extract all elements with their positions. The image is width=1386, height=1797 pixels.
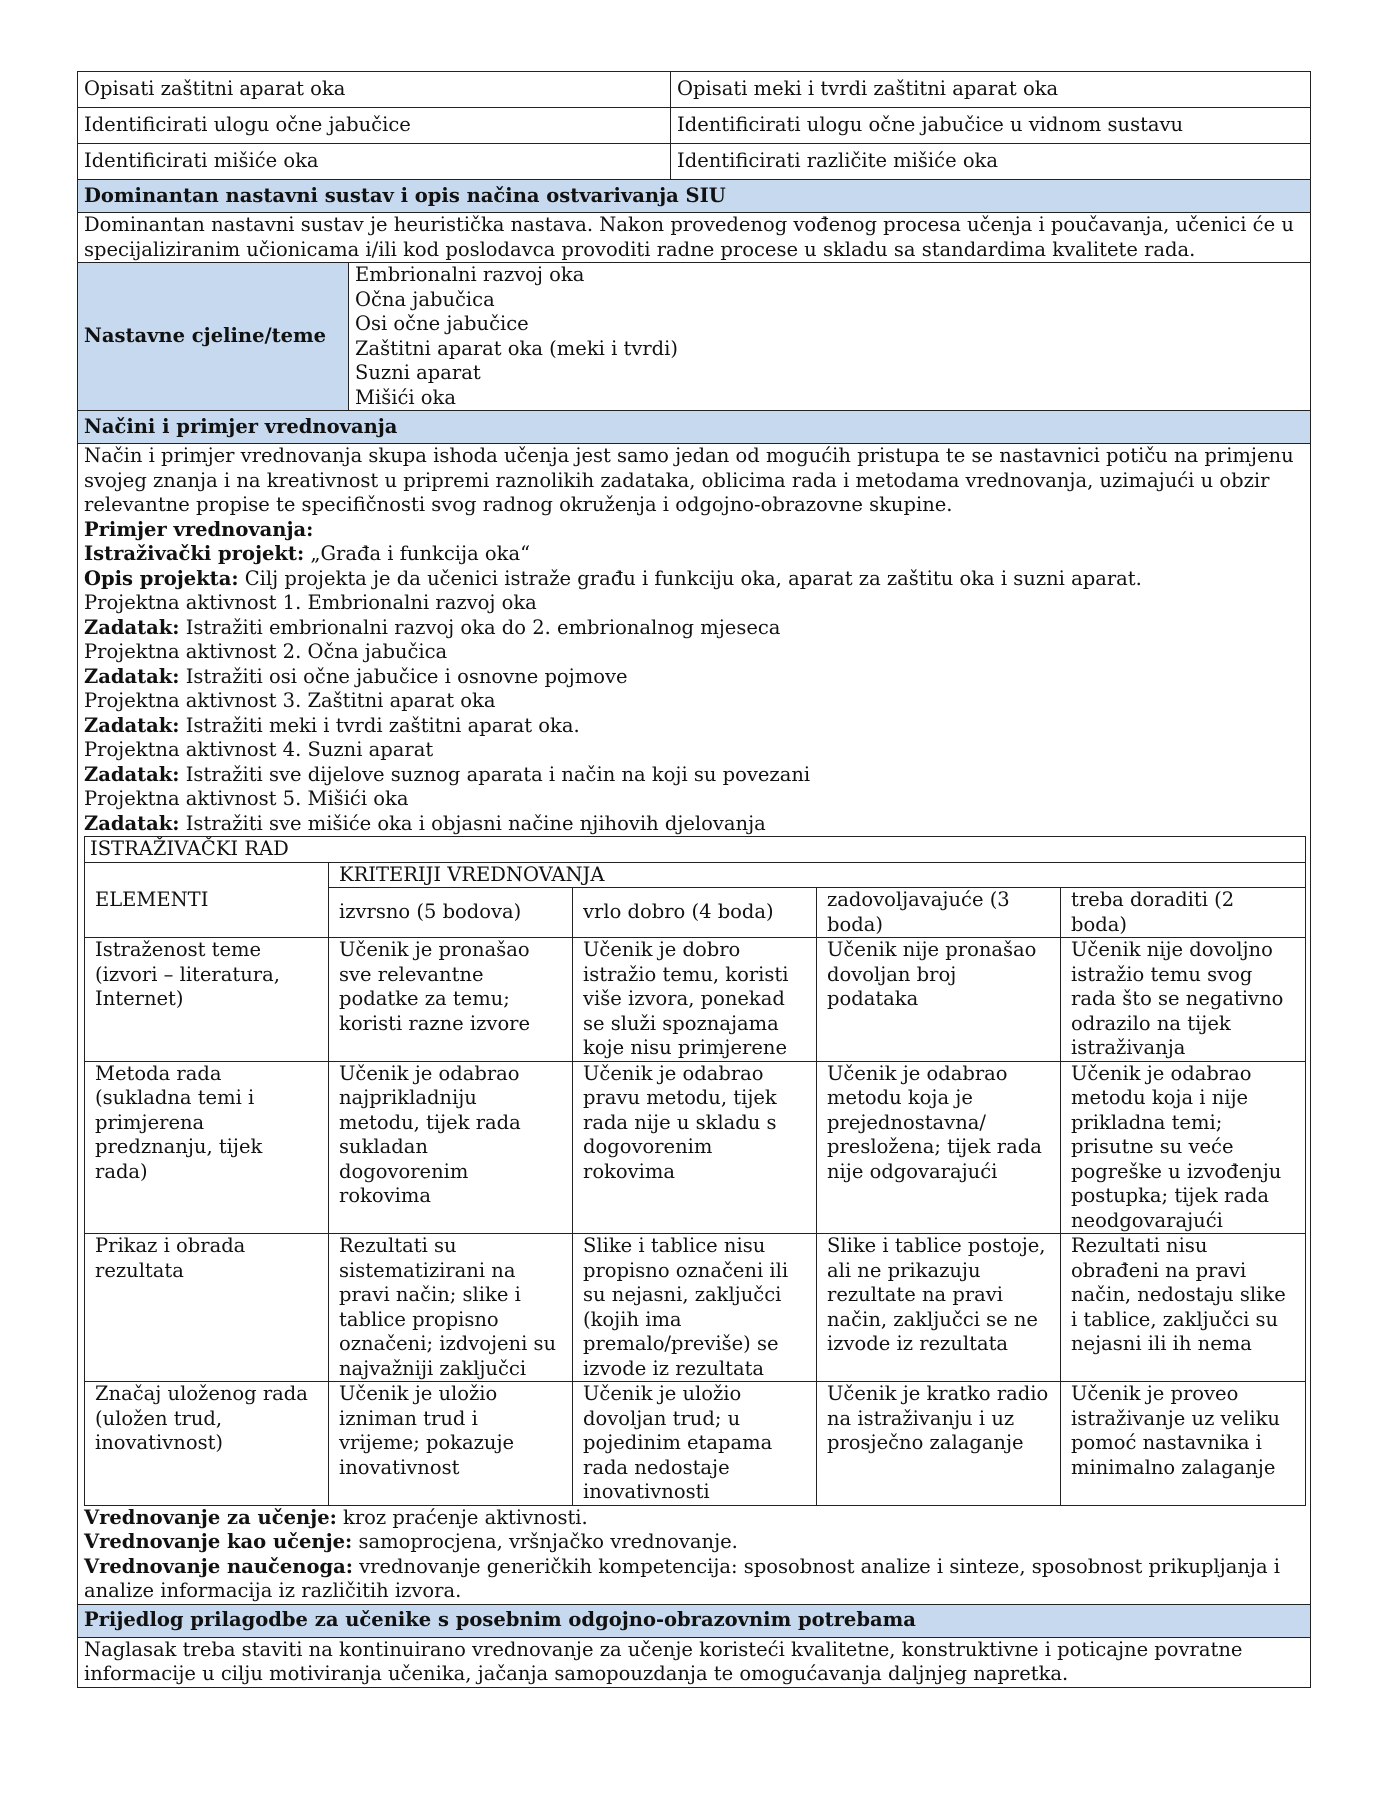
task-value: Istražiti sve mišiće oka i objasni načine njihovih djelovanja — [179, 811, 766, 835]
text-line: informacije u cilju motiviranja učenika, jačanja samopouzdanja te omogućavanja daljnjeg napretka. — [84, 1662, 1069, 1685]
project-label: Istraživački projekt: — [84, 542, 305, 565]
section-heading-row — [78, 180, 1311, 213]
task-value: Istražiti sve dijelove suznog aparata i način na koji su povezani — [179, 762, 811, 786]
outcome-row — [78, 144, 1311, 180]
text-line: Dominantan nastavni sustav je heuristička nastava. Nakon provedenog vođenog procesa učenja i poučavanja, učenici će u — [84, 213, 1294, 236]
text-line: analize informacija iz različitih izvora. — [84, 1579, 462, 1602]
rubric-title: ISTRAŽIVAČKI RAD — [85, 837, 1306, 863]
rubric-cell: Učenik je dobro istražio temu, koristi više izvora, ponekad se služi spoznajama koje nisu primjerene — [573, 938, 817, 1062]
rubric-element: Metoda rada (sukladna temi i primjerena predznanju, tijek rada) — [85, 1061, 329, 1234]
rubric-cell: Učenik je uložio izniman trud i vrijeme; pokazuje inovativnost — [329, 1382, 573, 1506]
level-header: izvrsno (5 bodova) — [329, 888, 573, 938]
evaluation-body-row — [78, 444, 1311, 1605]
section-heading-row — [78, 411, 1311, 444]
assessment-for-learning — [84, 1506, 1304, 1531]
rubric-cell: Učenik je uložio dovoljan trud; u pojedinim etapama rada nedostaje inovativnosti — [573, 1382, 817, 1506]
topic-item: Embrionalni razvoj oka — [355, 263, 585, 286]
rubric-cell: Rezultati su sistematizirani na pravi način; slike i tablice propisno označeni; izdvojeni su najvažniji zaključci — [329, 1234, 573, 1382]
rubric-cell: Rezultati nisu obrađeni na pravi način, nedostaju slike i tablice, zaključci su nejasni ili ih nema — [1061, 1234, 1306, 1382]
task-label: Zadatak: — [84, 615, 180, 639]
adaptation-row — [78, 1637, 1311, 1687]
assessment-value: vrednovanje generičkih kompetencija: sposobnost analize i sinteze, sposobnost prikupljanja i — [352, 1554, 1281, 1578]
activity-line: Projektna aktivnost 3. Zaštitni aparat oka — [84, 689, 496, 712]
task-label: Zadatak: — [84, 762, 180, 786]
activity-line: Projektna aktivnost 2. Očna jabučica — [84, 640, 448, 663]
outcome-left: Identificirati mišiće oka — [78, 144, 671, 180]
topic-item: Suzni aparat — [355, 361, 481, 384]
rubric-cell: Učenik je proveo istraživanje uz veliku pomoć nastavnika i minimalno zalaganje — [1061, 1382, 1306, 1506]
rubric-row — [85, 938, 1306, 1062]
rubric-cell: Slike i tablice postoje, ali ne prikazuju rezultate na pravi način, zaključci se ne izvode iz rezultata — [817, 1234, 1061, 1382]
adaptation-heading: Prijedlog prilagodbe za učenike s posebnim odgojno-obrazovnim potrebama — [78, 1604, 1311, 1637]
task-line — [84, 665, 1304, 690]
assessment-label: Vrednovanje naučenoga: — [84, 1554, 353, 1578]
task-label: Zadatak: — [84, 664, 180, 688]
text-line: specijaliziranim učionicama i/ili kod poslodavca provoditi radne procese u skladu sa standardima kvalitete rada. — [84, 237, 1196, 261]
rubric-cell: Učenik je odabrao pravu metodu, tijek rada nije u skladu s dogovorenim rokovima — [573, 1061, 817, 1234]
rubric-cell: Učenik je kratko radio na istraživanju i uz prosječno zalaganje — [817, 1382, 1061, 1506]
level-header: zadovoljavajuće (3 boda) — [817, 888, 1061, 938]
activity-line: Projektna aktivnost 5. Mišići oka — [84, 787, 409, 810]
rubric-row — [85, 1234, 1306, 1382]
topic-item: Osi očne jabučice — [355, 312, 529, 335]
level-header: vrlo dobro (4 boda) — [573, 888, 817, 938]
adaptation-text — [78, 1637, 1311, 1687]
system-heading: Dominantan nastavni sustav i opis načina ostvarivanja SIU — [78, 180, 1311, 213]
topics-label: Nastavne cjeline/teme — [78, 263, 349, 411]
text-line: svojeg znanja i na kreativnost u pripremi raznolikih zadataka, oblicima rada i metodama vrednovanja, uzimajući u obzir — [84, 468, 1270, 492]
section-heading-row — [78, 1604, 1311, 1637]
topic-item: Mišići oka — [355, 385, 456, 409]
task-line — [84, 763, 1304, 788]
description-label: Opis projekta: — [84, 566, 239, 590]
assessment-of-learning — [84, 1555, 1304, 1580]
rubric-cell: Učenik nije pronašao dovoljan broj podataka — [817, 938, 1061, 1062]
rubric-cell: Učenik je odabrao metodu koja i nije prikladna temi; prisutne su veće pogreške u izvođenju postupka; tijek rada neodgovarajući — [1061, 1061, 1306, 1234]
rubric-row — [85, 1061, 1306, 1234]
outcome-right: Identificirati različite mišiće oka — [671, 144, 1311, 180]
outcome-left: Identificirati ulogu očne jabučice — [78, 108, 671, 144]
task-value: Istražiti meki i tvrdi zaštitni aparat oka. — [179, 713, 580, 737]
task-label: Zadatak: — [84, 811, 180, 835]
outcome-row — [78, 108, 1311, 144]
rubric-criteria-label: KRITERIJI VREDNOVANJA — [329, 862, 1306, 888]
rubric-element: Prikaz i obrada rezultata — [85, 1234, 329, 1382]
system-description — [78, 213, 1311, 263]
task-line — [84, 812, 1304, 837]
description-value: Cilj projekta je da učenici istraže građu i funkciju oka, aparat za zaštitu oka i suzni aparat. — [238, 566, 1142, 590]
assessment-value: samoprocjena, vršnjačko vrednovanje. — [352, 1530, 738, 1553]
rubric-cell: Učenik nije dovoljno istražio temu svog rada što se negativno odrazilo na tijek istraživanja — [1061, 938, 1306, 1062]
task-label: Zadatak: — [84, 713, 180, 737]
project-line — [84, 542, 1304, 567]
assessment-label: Vrednovanje kao učenje: — [84, 1530, 353, 1553]
activity-line: Projektna aktivnost 4. Suzni aparat — [84, 738, 434, 761]
rubric-cell: Učenik je odabrao metodu koja je prejednostavna/ presložena; tijek rada nije odgovarajući — [817, 1061, 1061, 1234]
assessment-value: kroz praćenje aktivnosti. — [336, 1505, 588, 1529]
rubric-title-row — [85, 837, 1306, 863]
evaluation-body — [78, 444, 1311, 1605]
text-line: Naglasak treba staviti na kontinuirano vrednovanje za učenje koristeći kvalitetne, konstruktivne i poticajne povratne — [84, 1637, 1243, 1661]
description-line — [84, 567, 1304, 592]
topic-item: Očna jabučica — [355, 287, 495, 311]
activity-line: Projektna aktivnost 1. Embrionalni razvoj oka — [84, 591, 537, 614]
outcome-right: Opisati meki i tvrdi zaštitni aparat oka — [671, 72, 1311, 108]
project-value: „Građa i funkcija oka“ — [304, 542, 531, 565]
rubric-cell: Učenik je pronašao sve relevantne podatke za temu; koristi razne izvore — [329, 938, 573, 1062]
rubric-cell: Učenik je odabrao najprikladniju metodu, tijek rada sukladan dogovorenim rokovima — [329, 1061, 573, 1234]
rubric-elements-label: ELEMENTI — [85, 862, 329, 938]
task-line — [84, 616, 1304, 641]
system-description-row — [78, 213, 1311, 263]
rubric-row — [85, 1382, 1306, 1506]
example-title: Primjer vrednovanja: — [84, 517, 314, 541]
evaluation-heading: Načini i primjer vrednovanja — [78, 411, 1311, 444]
curriculum-table — [77, 71, 1311, 1688]
rubric-table — [84, 836, 1306, 1506]
text-line: Način i primjer vrednovanja skupa ishoda učenja jest samo jedan od mogućih pristupa te se nastavnici potiču na primjenu — [84, 444, 1294, 467]
document-page — [77, 71, 1310, 1688]
text-line: relevantne propise te specifičnosti svog radnog okruženja i odgojno-obrazovne skupine. — [84, 493, 953, 516]
level-header: treba doraditi (2 boda) — [1061, 888, 1306, 938]
rubric-cell: Slike i tablice nisu propisno označeni ili su nejasni, zaključci (kojih ima premalo/previše) se izvode iz rezultata — [573, 1234, 817, 1382]
rubric-criteria-row — [85, 862, 1306, 888]
outcome-right: Identificirati ulogu očne jabučice u vidnom sustavu — [671, 108, 1311, 144]
task-value: Istražiti osi očne jabučice i osnovne pojmove — [179, 664, 628, 688]
rubric-element: Značaj uloženog rada (uložen trud, inovativnost) — [85, 1382, 329, 1506]
task-value: Istražiti embrionalni razvoj oka do 2. embrionalnog mjeseca — [179, 615, 781, 639]
rubric-element: Istraženost teme (izvori – literatura, Internet) — [85, 938, 329, 1062]
assessment-label: Vrednovanje za učenje: — [84, 1505, 337, 1529]
topics-list — [349, 263, 1311, 411]
outcome-row — [78, 72, 1311, 108]
topics-row — [78, 263, 1311, 411]
assessment-as-learning — [84, 1530, 1304, 1555]
topic-item: Zaštitni aparat oka (meki i tvrdi) — [355, 336, 679, 360]
task-line — [84, 714, 1304, 739]
outcome-left: Opisati zaštitni aparat oka — [78, 72, 671, 108]
